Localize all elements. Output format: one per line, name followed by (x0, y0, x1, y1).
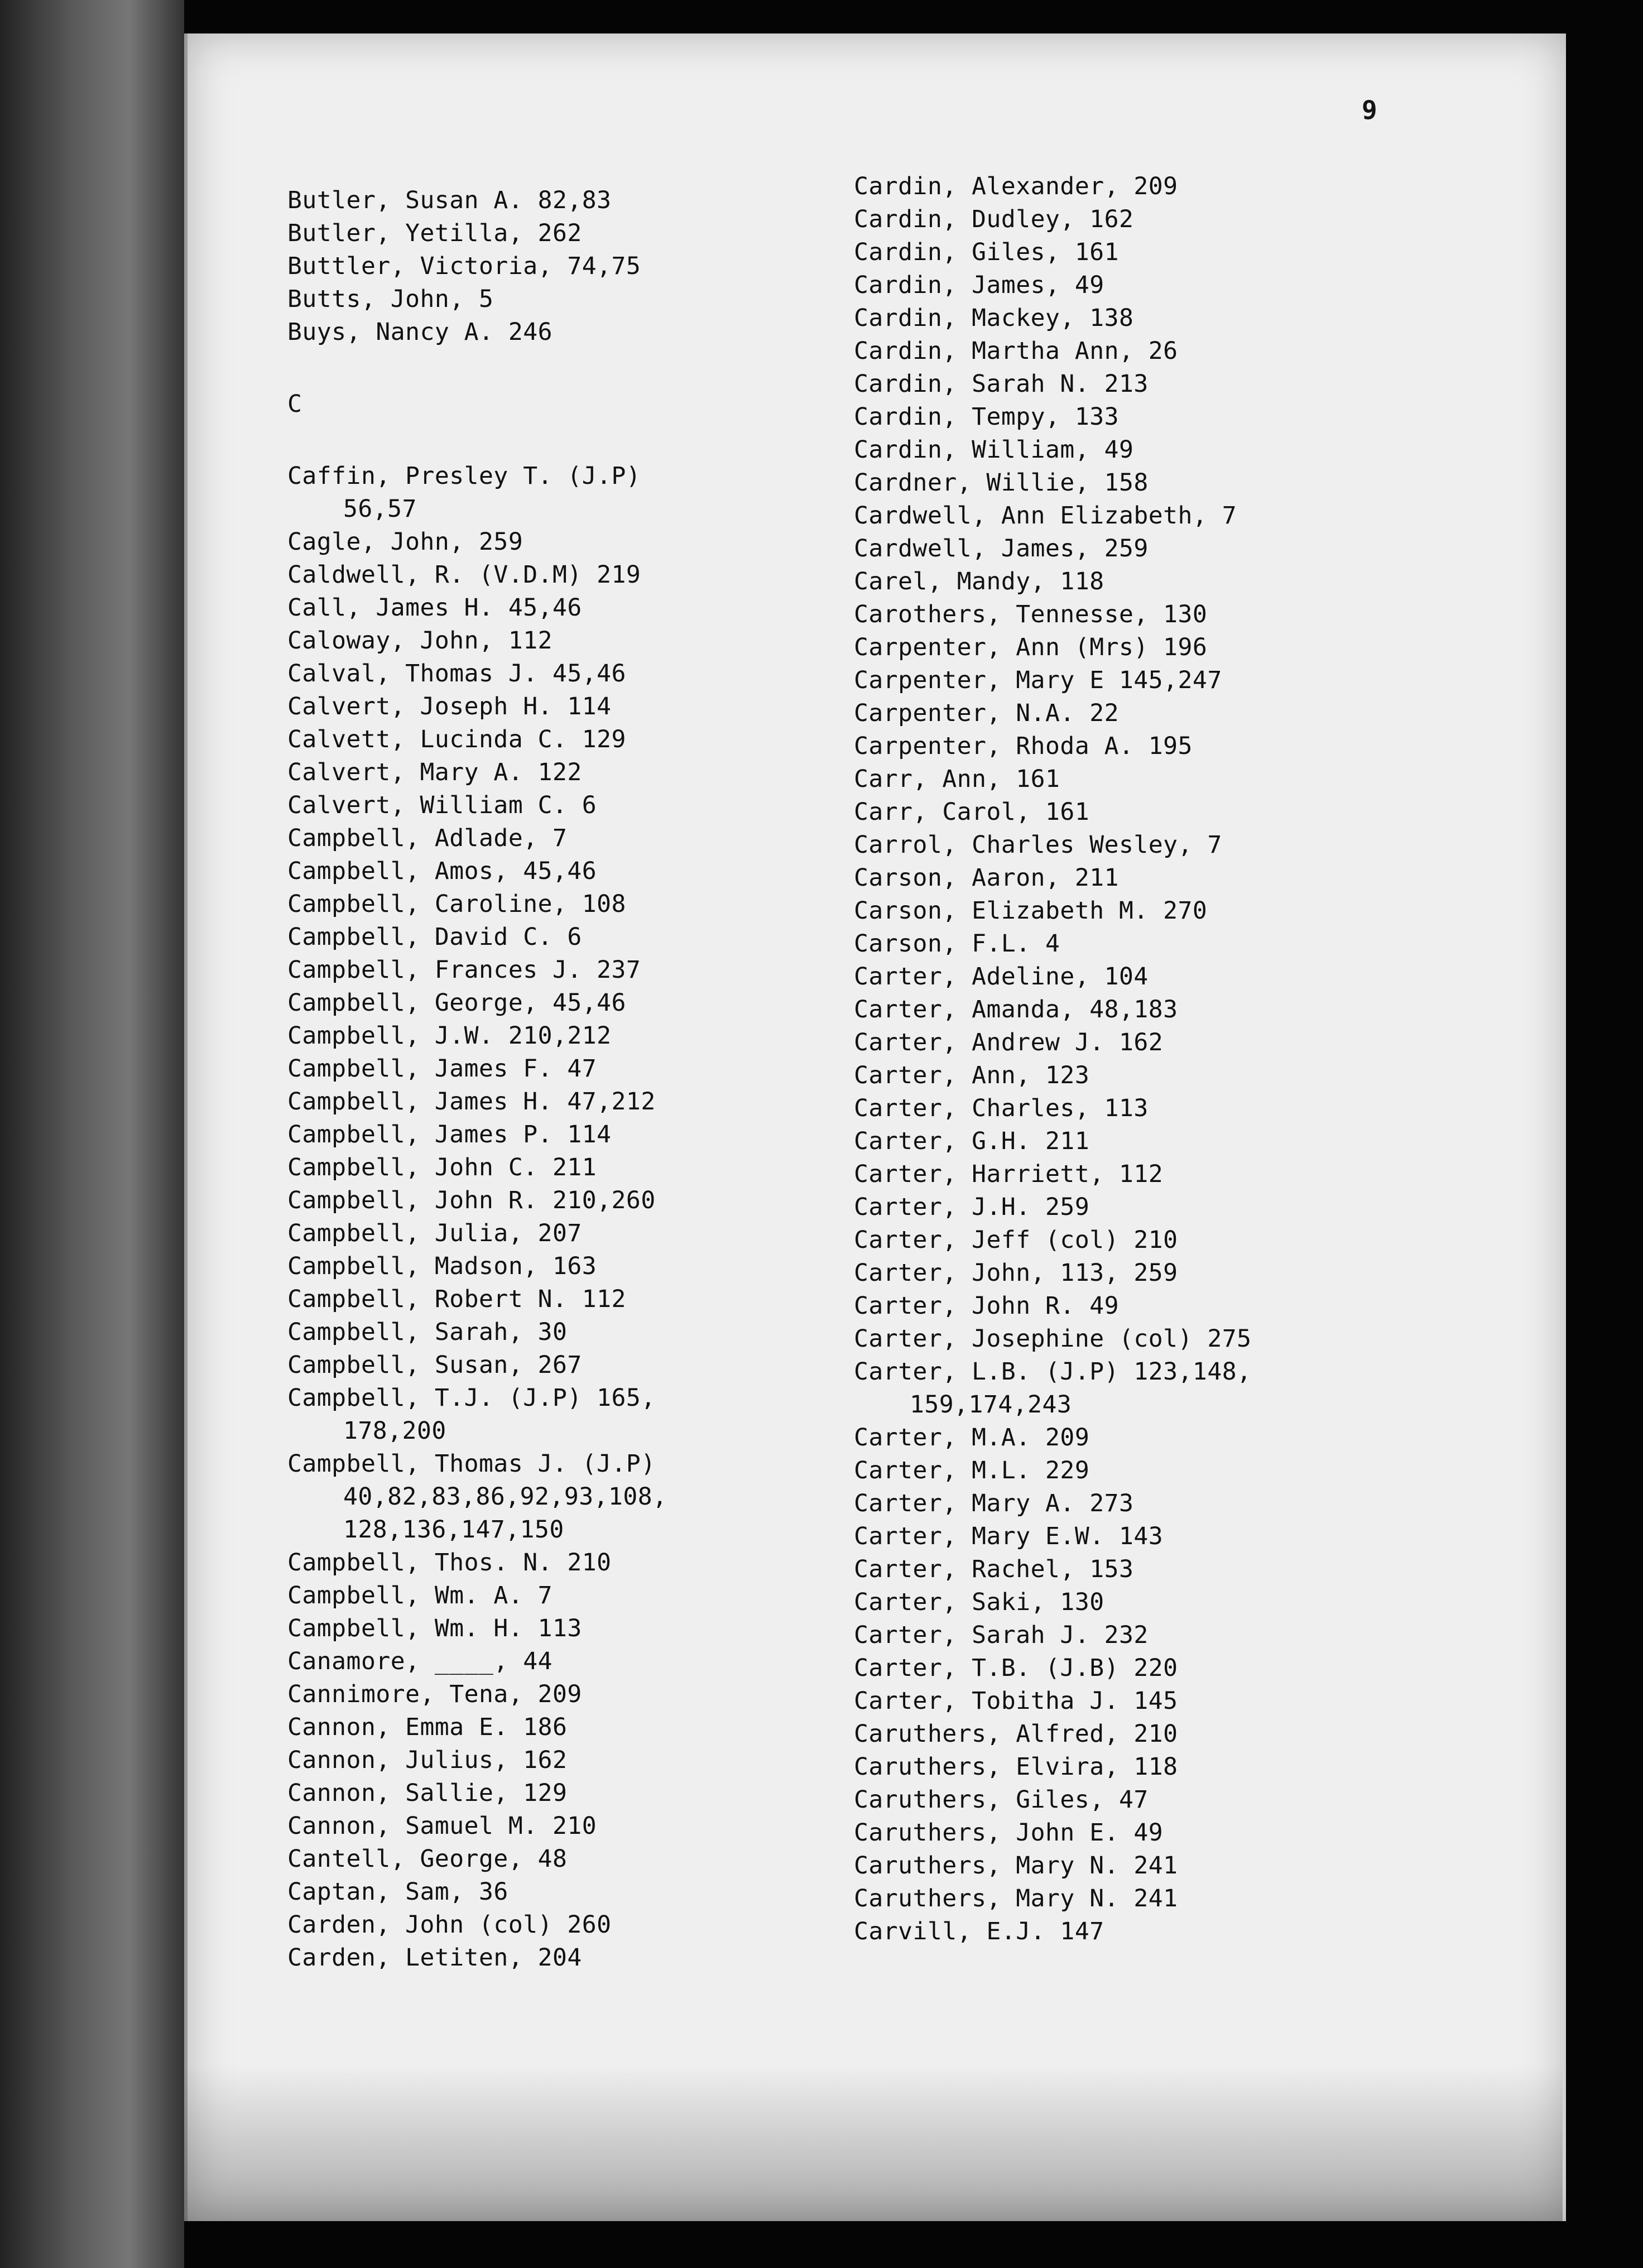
index-entry: Cardin, Giles, 161 (854, 238, 1119, 266)
index-entry: Carter, Harriett, 112 (854, 1160, 1164, 1188)
index-entry: Campbell, Susan, 267 (287, 1351, 582, 1379)
index-entry: Campbell, Sarah, 30 (287, 1318, 568, 1346)
index-entry: Carrol, Charles Wesley, 7 (854, 831, 1222, 859)
index-entry: Carden, Letiten, 204 (287, 1944, 582, 1972)
index-entry: Calvert, William C. 6 (287, 791, 597, 819)
index-entry: Calval, Thomas J. 45,46 (287, 660, 626, 688)
index-entry: Carpenter, N.A. 22 (854, 699, 1119, 727)
right-index-column (854, 170, 1440, 1948)
index-entry: Cardin, James, 49 (854, 271, 1104, 299)
index-entry-continuation: 128,136,147,150 (343, 1516, 564, 1544)
index-entry: Carson, F.L. 4 (854, 930, 1060, 958)
index-entry: Campbell, T.J. (J.P) 165, (287, 1384, 656, 1412)
index-entry (287, 421, 845, 460)
index-entry: Carter, Amanda, 48,183 (854, 996, 1178, 1024)
index-entry: Carden, John (col) 260 (287, 1911, 612, 1939)
index-entry: Campbell, James F. 47 (287, 1055, 597, 1083)
index-entry: Carter, Adeline, 104 (854, 963, 1149, 991)
index-entry: Cardner, Willie, 158 (854, 469, 1149, 497)
index-entry: Buttler, Victoria, 74,75 (287, 252, 641, 280)
index-entry: Carter, Jeff (col) 210 (854, 1226, 1178, 1254)
index-entry: Carter, Sarah J. 232 (854, 1621, 1149, 1649)
index-entry: Cardin, Sarah N. 213 (854, 370, 1149, 398)
index-entry: Cannon, Emma E. 186 (287, 1713, 568, 1741)
index-entry: Carter, M.L. 229 (854, 1457, 1090, 1484)
index-entry: Carter, Rachel, 153 (854, 1555, 1134, 1583)
index-entry: Cardin, Mackey, 138 (854, 304, 1134, 332)
index-entry: Cannon, Samuel M. 210 (287, 1812, 597, 1840)
index-entry: Campbell, Julia, 207 (287, 1219, 582, 1247)
index-entry: Cardin, William, 49 (854, 436, 1134, 464)
index-entry: Campbell, Wm. H. 113 (287, 1614, 582, 1642)
index-entry: Cannon, Julius, 162 (287, 1746, 568, 1774)
page-number: 9 (1362, 95, 1377, 125)
index-entry: Cardwell, James, 259 (854, 535, 1149, 563)
index-entry: Campbell, John C. 211 (287, 1154, 597, 1181)
index-entry: Carter, Andrew J. 162 (854, 1029, 1164, 1056)
index-entry: Carter, G.H. 211 (854, 1127, 1090, 1155)
index-entry: Caldwell, R. (V.D.M) 219 (287, 561, 641, 589)
index-entry: Campbell, James P. 114 (287, 1121, 612, 1149)
index-entry: Campbell, J.W. 210,212 (287, 1022, 612, 1050)
index-entry: Canamore, ____, 44 (287, 1647, 553, 1675)
index-entry: Caruthers, Mary N. 241 (854, 1852, 1178, 1880)
index-entry: Carter, Saki, 130 (854, 1588, 1104, 1616)
index-entry: Captan, Sam, 36 (287, 1878, 508, 1906)
left-index-column (287, 184, 845, 1974)
index-entry: Caruthers, Alfred, 210 (854, 1720, 1178, 1748)
index-entry: Carter, Tobitha J. 145 (854, 1687, 1178, 1715)
index-entry: Cardin, Tempy, 133 (854, 403, 1119, 431)
index-entry: Carter, T.B. (J.B) 220 (854, 1654, 1178, 1682)
index-entry: Cardin, Dudley, 162 (854, 205, 1134, 233)
index-entry: Carpenter, Mary E 145,247 (854, 666, 1222, 694)
index-entry-continuation: 178,200 (343, 1417, 446, 1445)
index-entry (287, 349, 845, 388)
index-entry: Cantell, George, 48 (287, 1845, 568, 1873)
index-entry: Cannon, Sallie, 129 (287, 1779, 568, 1807)
index-entry: Campbell, James H. 47,212 (287, 1088, 656, 1116)
index-entry: Carter, Ann, 123 (854, 1061, 1090, 1089)
index-entry: Calvert, Joseph H. 114 (287, 693, 612, 720)
index-entry: Cannimore, Tena, 209 (287, 1680, 582, 1708)
index-entry: Carpenter, Rhoda A. 195 (854, 732, 1193, 760)
index-entry: Campbell, Wm. A. 7 (287, 1582, 553, 1609)
index-entry: Calvett, Lucinda C. 129 (287, 725, 626, 753)
index-entry: Buys, Nancy A. 246 (287, 318, 553, 346)
index-entry: Carter, John R. 49 (854, 1292, 1119, 1320)
index-entry: Campbell, Caroline, 108 (287, 890, 626, 918)
index-entry: Carter, Mary A. 273 (854, 1489, 1134, 1517)
index-entry: Caruthers, Mary N. 241 (854, 1885, 1178, 1913)
index-entry: Campbell, George, 45,46 (287, 989, 626, 1017)
index-entry-continuation: 56,57 (343, 495, 417, 523)
index-entry: Carpenter, Ann (Mrs) 196 (854, 633, 1208, 661)
index-entry: Cagle, John, 259 (287, 528, 523, 556)
index-entry: Carothers, Tennesse, 130 (854, 600, 1208, 628)
index-entry: Campbell, John R. 210,260 (287, 1186, 656, 1214)
index-entry-continuation: 40,82,83,86,92,93,108, (343, 1483, 667, 1511)
index-entry: Call, James H. 45,46 (287, 594, 582, 622)
index-entry: Butler, Susan A. 82,83 (287, 186, 612, 214)
index-entry: Cardin, Alexander, 209 (854, 172, 1178, 200)
index-entry: Carel, Mandy, 118 (854, 568, 1104, 595)
index-entry: Campbell, Madson, 163 (287, 1252, 597, 1280)
index-entry: Campbell, Thos. N. 210 (287, 1549, 612, 1577)
index-entry: Campbell, Adlade, 7 (287, 824, 568, 852)
index-entry: Carter, Mary E.W. 143 (854, 1522, 1164, 1550)
index-entry: Carter, Charles, 113 (854, 1094, 1149, 1122)
index-entry: Calvert, Mary A. 122 (287, 758, 582, 786)
index-entry: Carvill, E.J. 147 (854, 1918, 1104, 1945)
index-entry: Carson, Elizabeth M. 270 (854, 897, 1208, 925)
facing-page-edge (0, 0, 184, 2268)
index-entry: Caffin, Presley T. (J.P) (287, 462, 641, 490)
index-entry: Butler, Yetilla, 262 (287, 219, 582, 247)
index-entry: Carter, M.A. 209 (854, 1424, 1090, 1452)
index-entry: Caruthers, Giles, 47 (854, 1786, 1149, 1814)
section-letter-heading: C (287, 390, 302, 418)
index-entry: Campbell, Thomas J. (J.P) (287, 1450, 656, 1478)
index-entry: Campbell, Amos, 45,46 (287, 857, 597, 885)
index-entry: Campbell, Frances J. 237 (287, 956, 641, 984)
index-entry: Caruthers, John E. 49 (854, 1819, 1164, 1847)
index-entry: Caloway, John, 112 (287, 627, 553, 655)
index-entry: Carter, L.B. (J.P) 123,148, (854, 1358, 1252, 1386)
index-entry: Cardwell, Ann Elizabeth, 7 (854, 502, 1237, 530)
index-entry: Cardin, Martha Ann, 26 (854, 337, 1178, 365)
index-entry: Carter, John, 113, 259 (854, 1259, 1178, 1287)
index-entry: Carr, Ann, 161 (854, 765, 1060, 793)
index-entry-continuation: 159,174,243 (910, 1391, 1072, 1419)
index-entry: Caruthers, Elvira, 118 (854, 1753, 1178, 1781)
index-entry: Carter, J.H. 259 (854, 1193, 1090, 1221)
index-entry: Carson, Aaron, 211 (854, 864, 1119, 892)
index-entry: Campbell, David C. 6 (287, 923, 582, 951)
index-entry: Butts, John, 5 (287, 285, 494, 313)
index-entry: Carter, Josephine (col) 275 (854, 1325, 1252, 1353)
page-shadow (184, 2065, 1563, 2221)
index-entry: Campbell, Robert N. 112 (287, 1285, 626, 1313)
index-entry: Carr, Carol, 161 (854, 798, 1090, 826)
